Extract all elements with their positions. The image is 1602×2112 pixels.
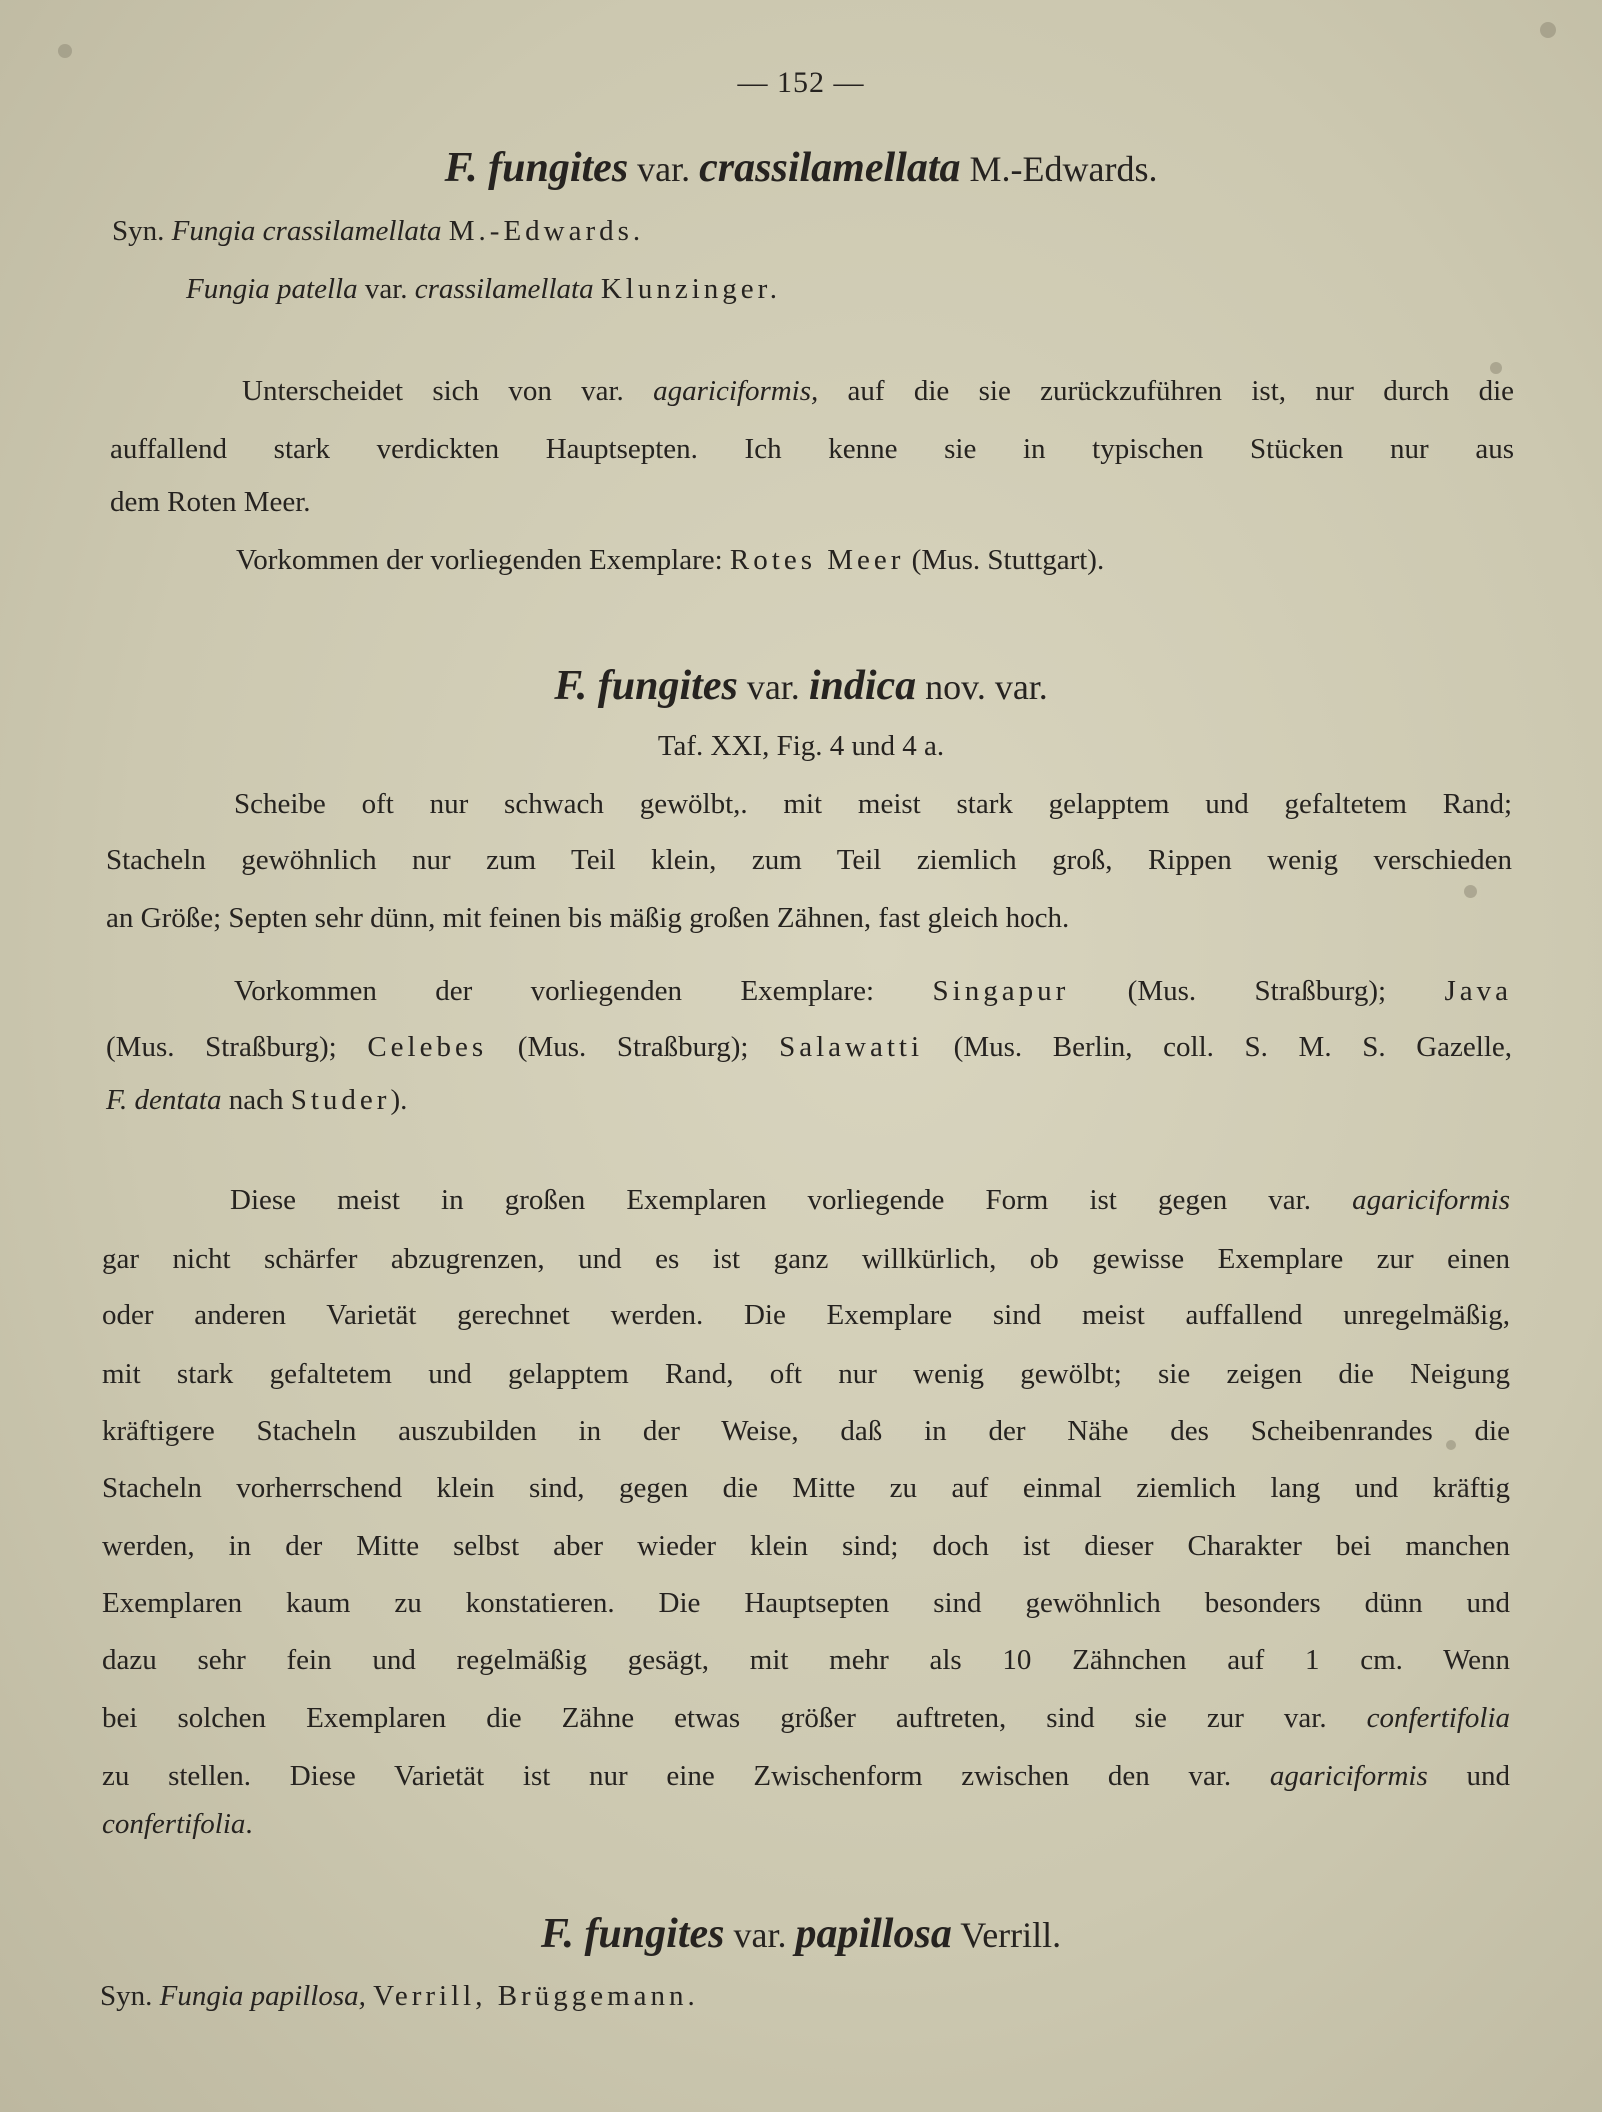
paper-speck xyxy=(1540,22,1556,38)
heading-author: nov. var. xyxy=(925,667,1048,707)
heading-author: M.-Edwards. xyxy=(969,149,1158,189)
paragraph-line: dazu sehr fein und regelmäßig gesägt, mit mehr als 10 Zähnchen auf 1 cm. Wenn xyxy=(102,1644,1510,1676)
heading-var: var. xyxy=(746,667,800,707)
text-run: Diese meist in großen Exemplaren vorliegende Form ist gegen var. xyxy=(230,1184,1353,1216)
italic-run: agariciformis xyxy=(1269,1760,1428,1792)
paragraph-line: an Größe; Septen sehr dünn, mit feinen bis mäßig großen Zähnen, fast gleich hoch. xyxy=(106,902,1070,934)
occurrence-label: Vorkommen der vorliegenden Exemplare: xyxy=(236,544,723,576)
heading-genus: F. fungites xyxy=(540,1911,725,1957)
occurrence-museum: (Mus. Straßburg); xyxy=(106,1031,337,1063)
occurrence-place: Celebes xyxy=(367,1031,488,1063)
text-run: nach xyxy=(228,1084,284,1116)
paragraph-line: Scheibe oft nur schwach gewölbt,. mit meist stark gelapptem und gefaltetem Rand; xyxy=(234,788,1512,820)
occurrence-label: Vorkommen der vorliegenden Exemplare: xyxy=(234,975,875,1007)
paragraph-line xyxy=(102,1700,1510,1736)
occurrence-place: Rotes Meer xyxy=(729,544,905,576)
paragraph-line: oder anderen Varietät gerechnet werden. Die Exemplare sind meist auffallend unregelmäßig, xyxy=(102,1299,1510,1331)
paragraph-line: kräftigere Stacheln auszubilden in der Weise, daß in der Nähe des Scheibenrandes die xyxy=(102,1415,1510,1447)
synonym-variety: crassilamellata xyxy=(414,273,594,305)
paragraph-line: mit stark gefaltetem und gelapptem Rand, oft nur wenig gewölbt; sie zeigen die Neigung xyxy=(102,1358,1510,1390)
heading-var: var. xyxy=(733,1915,787,1955)
occurrence-place: Salawatti xyxy=(779,1031,924,1063)
text-run: und xyxy=(1427,1760,1511,1792)
paragraph-line xyxy=(102,1758,1510,1794)
paragraph-line: werden, in der Mitte selbst aber wieder klein sind; doch ist dieser Charakter bei manchen xyxy=(102,1530,1510,1562)
paragraph-line: gar nicht schärfer abzugrenzen, und es ist ganz willkürlich, ob gewisse Exemplare zur einen xyxy=(102,1243,1510,1275)
text-run: Unterscheidet sich von var. xyxy=(242,375,654,407)
occurrence-museum: (Mus. Stuttgart). xyxy=(911,544,1105,576)
paragraph-line: Exemplaren kaum zu konstatieren. Die Hauptsepten sind gewöhnlich besonders dünn und xyxy=(102,1587,1510,1619)
paper-speck xyxy=(1464,885,1477,898)
text-run: . xyxy=(245,1808,253,1840)
section-heading-crassilamellata xyxy=(0,146,1602,191)
italic-run: agariciformis, xyxy=(653,375,819,407)
text-run: auffallend stark verdickten Hauptsepten. Ich kenne sie in typischen Stücken nur aus xyxy=(110,433,1514,465)
section-heading-papillosa xyxy=(0,1912,1602,1957)
text-run: auf die sie zurückzuführen ist, nur durch die xyxy=(818,375,1514,407)
synonym-name: Fungia papillosa, xyxy=(159,1980,366,2012)
text-run: dem Roten Meer. xyxy=(110,486,311,518)
heading-genus: F. fungites xyxy=(554,663,738,709)
text-run: bei solchen Exemplaren die Zähne etwas größer auftreten, sind sie zur var. xyxy=(102,1702,1367,1734)
page-number: — 152 — xyxy=(737,66,865,99)
synonym-line xyxy=(186,271,781,307)
occurrence-museum: (Mus. Straßburg); xyxy=(517,1031,749,1063)
synonym-line xyxy=(112,213,644,249)
italic-run: confertifolia xyxy=(102,1808,246,1840)
text-run: ). xyxy=(390,1084,408,1116)
synonym-var: var. xyxy=(364,273,408,305)
section-heading-indica xyxy=(0,664,1602,709)
synonym-name: Fungia crassilamellata xyxy=(171,215,442,247)
paragraph-line xyxy=(242,373,1514,409)
paragraph-line: Stacheln gewöhnlich nur zum Teil klein, zum Teil ziemlich groß, Rippen wenig verschieden xyxy=(106,844,1512,876)
syn-label: Syn. xyxy=(112,215,165,247)
heading-variety-name: indica xyxy=(808,663,917,709)
heading-variety-name: crassilamellata xyxy=(699,145,961,191)
synonym-author: Verrill, Brüggemann. xyxy=(373,1980,699,2012)
paper-speck xyxy=(58,44,72,58)
occurrence-line xyxy=(234,973,1512,1009)
synonym-line xyxy=(100,1978,699,2014)
italic-run: agariciformis xyxy=(1352,1184,1510,1216)
occurrence-line xyxy=(236,542,1104,578)
paragraph-line xyxy=(110,484,311,520)
occurrence-place: Singapur xyxy=(932,975,1070,1007)
paragraph-line xyxy=(110,431,1514,467)
occurrence-place: Java xyxy=(1444,975,1513,1007)
syn-label: Syn. xyxy=(100,1980,153,2012)
occurrence-line xyxy=(106,1082,407,1118)
plate-reference: Taf. XXI, Fig. 4 und 4 a. xyxy=(657,730,945,762)
paragraph-line xyxy=(230,1182,1510,1218)
heading-variety-name: papillosa xyxy=(795,1911,952,1957)
paragraph-line xyxy=(102,1806,253,1842)
synonym-name: Fungia patella xyxy=(186,273,358,305)
heading-genus: F. fungites xyxy=(444,145,629,191)
heading-author: Verrill. xyxy=(960,1915,1062,1955)
text-run: zu stellen. Diese Varietät ist nur eine Zwischenform zwischen den var. xyxy=(102,1760,1270,1792)
occurrence-line xyxy=(106,1029,1512,1065)
author-name: Studer xyxy=(290,1084,391,1116)
italic-run: confertifolia xyxy=(1366,1702,1510,1734)
paragraph-line: Stacheln vorherrschend klein sind, gegen die Mitte zu auf einmal ziemlich lang und kräftig xyxy=(102,1472,1510,1504)
heading-var: var. xyxy=(637,149,691,189)
occurrence-museum: (Mus. Straßburg); xyxy=(1127,975,1387,1007)
italic-run: F. dentata xyxy=(106,1084,222,1116)
synonym-author: M.-Edwards. xyxy=(448,215,645,247)
occurrence-museum: (Mus. Berlin, coll. S. M. S. Gazelle, xyxy=(953,1031,1513,1063)
synonym-author: Klunzinger. xyxy=(600,273,781,305)
